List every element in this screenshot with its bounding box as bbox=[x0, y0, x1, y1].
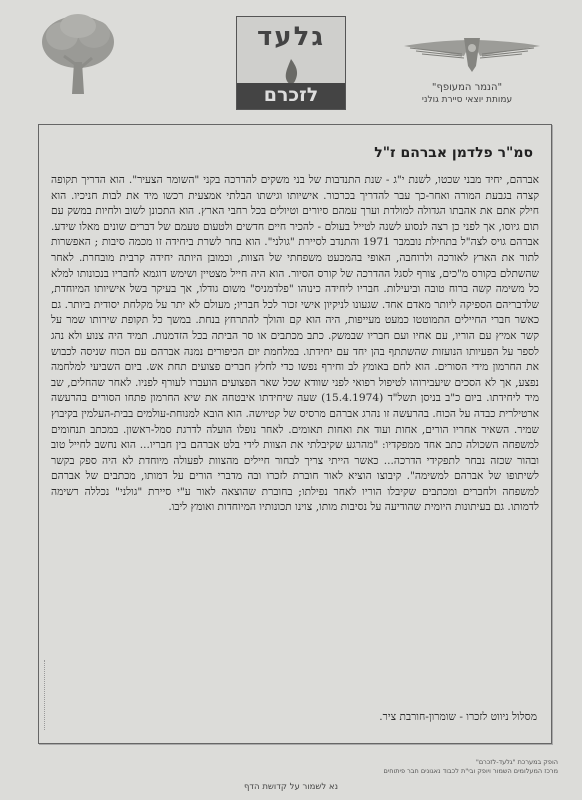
tree-icon bbox=[38, 12, 118, 96]
paratrooper-wings-icon bbox=[402, 34, 542, 74]
sanctity-notice: נא לשמור על קדושת הדף bbox=[243, 782, 338, 792]
logo-bottom-text: לזכרם bbox=[237, 83, 345, 109]
publisher-line-1: הופק במערכת "גלעד-לזכרם" bbox=[475, 758, 558, 766]
memorial-route: מסלול ניווט לזכרו - שומרון-חורבת ציר. bbox=[379, 711, 537, 723]
org-subtitle: עמותת יוצאי סיירת גולני bbox=[421, 95, 513, 105]
org-name: "הנמר המעופף" bbox=[431, 82, 503, 93]
page-header bbox=[0, 0, 582, 118]
publisher-line-2: מרכז המעלומים השמור ויופק ובי"ת לכבוד נאגונים חבר פיתוחים bbox=[383, 767, 558, 775]
article-title: סמ"ר פלדמן אברהם ז"ל bbox=[374, 145, 533, 161]
article-body: אברהם, יחיד מבני שכטו, לשנת י"ג - שנת התנדבות של בני משקים להדרכה בקני "השומר הצעיר". הוא הדריך תקופה קצרה בגבעת המורה ואחר-כך עבר להדריך בכרכור. אישיותו וגישתו הבלתי אמצעית רכשו מיד את לבות חניכיו. הוא חילק אתם את אהבתו הגדולה למולדת וערך עמהם סיורים וטיולים בכל רחבי הארץ. הוא התכונן לשוב ולחיות במשק עם תום גיוסו, אך לפני כן רצה לנסוע לשנה לטייל בעולם - להכיר חיים חדשים ולטעום טעמם של דברים שונים מאלו שידע. אברהם גויס לצה"ל בתחילת נובמבר 1971 והתנדב לסיירת "גולני". הוא בחר לשרת ביחידה זו מכמה סיבות ; האפשרות לתור את הארץ לאורכה ולרוחבה, האופי בהמכעט משפחתי של הצוות, וכמובן היותה יחידה קרבית מובחרת. לאחר שהשתלם בקורס מ"כים, צורף לסגל ההדרכה של קורס הסיור. הוא היה חייל מצטיין ושימש דוגמא לחבריו בנכונותו למלא כל משימה קשה ברוח טובה וביעילות. חבריו ליחידה כינוהו "פלדמניס" משום גודלו, אך בעיקר בשל אישיותו המיוחדת, שלדבריהם הספיקה ליותר מאדם אחד. שגעונו לניקיון אישי זכור לכל חבריו; מעולם לא יתר על מקלחת יסודית ביותר. גם כאשר חברי החיילים התמוטטו כמעט מעייפות, היה הוא קם והולך להתרחץ בנחת. במשך כל תקופת שירותו שמר על קשר אמיץ עם הוריו, עם אחיו ועם חבריו שבמשק. כתב מכתבים או סר הביתה בכל הזדמנות. תמיד היה צנוע ולא נהג לספר על הפעיותו הנועזות שהשתתף בהן יחד עם יחידתו. במלחמת יום הכיפורים נמנה אברהם עם הכוח שניסה לכבוש את החרמון מידי הסורים. הוא לחם באומץ לב וחירף נפשו כדי לחלץ חברים פצועים תחת אש. ביום השביעי למלחמה נפצע, אך לא הסכים שיעבירוהו לטיפול רפואי לפני שוודא שכל שאר הפצועים הועברו לעורף לפניו. לאחר שהחלים, שב מיד ליחידתו. ביום כ"ב בניסן תשל"ד (15.4.1974) שעה שיחידתו איבטחה את שיא החרמון פתחו הסורים בהרעשה ארטילרית כבדה על הכוח. בהרעשה זו נהרג אברהם מרסיס של קטיושה. הוא הובא למנוחת-עולמים בבית-העלמין בקיבוץ שמיר. השאיר אחריו הורים, אחות ועוד את ואחות תאומים. לאחר נופלו הועלה לדרגת סמל-ראשון. במכתב תנחומים למשפחה השכולה כתב אחד ממפקדיו: "מהרגע שקיבלתי את הצוות לידי בלט אברהם בין חבריו... הוא נחשב לחייל טוב ובהור שכזה נבחר לתפקידי הדרכה... כאשר הייתי צריך לבחור חיילים מהצוות לפעולה מיוחדת לא היה ספק בקשר לשיתופו של אברהם למשימה". קיבוצו הוציא לאור חוברת לזכרו ובה מדברי הורים על דמותו, מכתבים של אברהם למשפחה ולחברים ומכתבים שקיבלו הוריו לאחר נפילתו; בחוברת שהוצאה לאור ע"י סיירת "גולני" נכללה רשימה לדמותו. גם בעיתונות היומית שהודיעה על נסיבות מותו, צוינו תכונותיו המיוחדות ואומץ ליבו. bbox=[51, 174, 539, 514]
publisher-note bbox=[383, 758, 558, 776]
gilad-lezichram-logo bbox=[236, 16, 346, 110]
page-footer bbox=[0, 752, 582, 800]
margin-mark bbox=[44, 660, 51, 730]
logo-top-text: גלעד bbox=[257, 22, 325, 52]
article-frame bbox=[38, 124, 552, 744]
organization-caption bbox=[382, 82, 552, 105]
